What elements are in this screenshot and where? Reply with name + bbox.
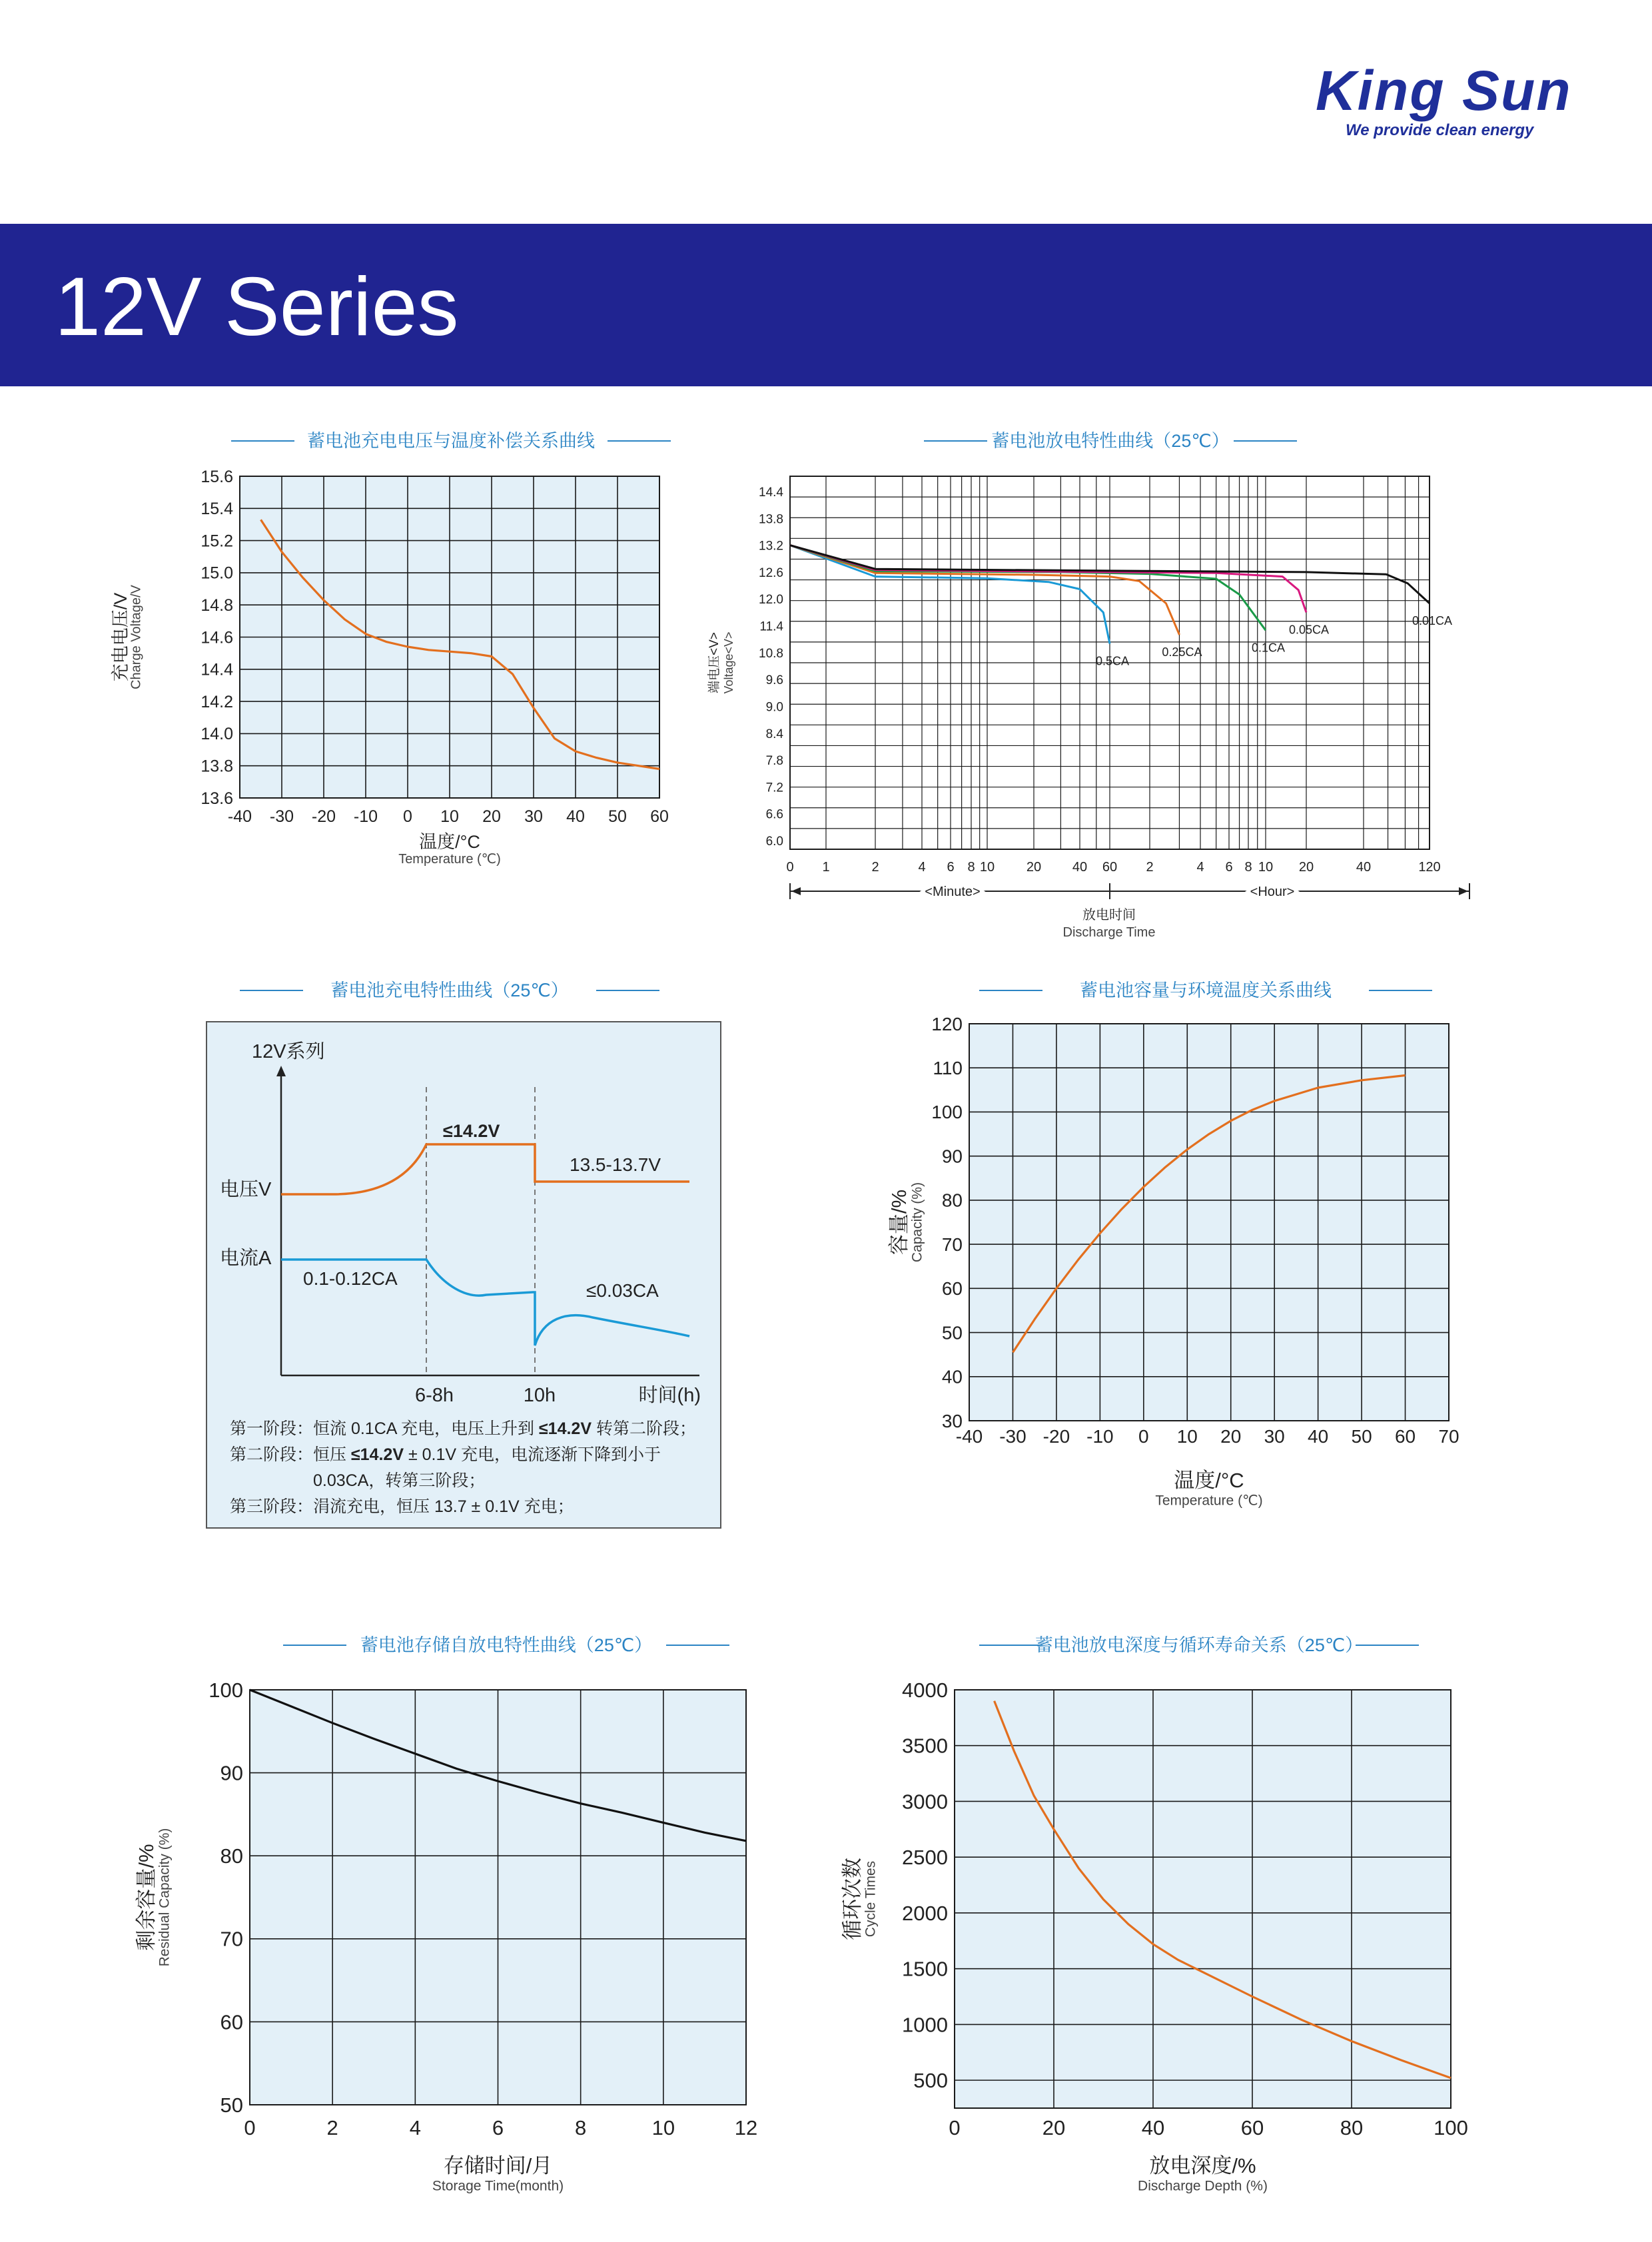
x-axis-label-en: Discharge Depth (%) <box>1138 2178 1268 2194</box>
y-tick-label: 80 <box>941 1190 963 1211</box>
y-tick-label: 15.4 <box>201 500 233 519</box>
logo-brand: King Sun <box>1316 59 1572 122</box>
y-tick-label: 6.0 <box>765 835 783 849</box>
series-label: 0.01CA <box>1412 613 1453 627</box>
x-tick-label: 20 <box>1220 1426 1242 1447</box>
x-tick-label: 30 <box>524 807 543 826</box>
y-tick-label: 15.0 <box>201 563 233 583</box>
x-tick-label: -20 <box>1042 1426 1070 1447</box>
x-tick-label: 12 <box>734 2116 758 2139</box>
y-tick-label: 70 <box>220 1927 243 1951</box>
y-tick-label: 1500 <box>902 1957 948 1981</box>
chart-title: 蓄电池存储自放电特性曲线（25℃） <box>360 1635 653 1655</box>
y-tick-label: 14.4 <box>759 486 783 500</box>
x-tick-label: 2 <box>1146 860 1154 875</box>
y-tick-label: 10.8 <box>759 646 783 661</box>
x-tick-label: 50 <box>608 807 627 826</box>
x-tick-label: 70 <box>1438 1426 1459 1447</box>
time-mark: 10h <box>523 1385 556 1406</box>
x-unit-label: 时间(h) <box>638 1385 701 1406</box>
y-tick-label: 1000 <box>902 2013 948 2037</box>
stage-note-segment: 第三阶段：涓流充电，恒压 13.7 ± 0.1V 充电； <box>230 1497 574 1516</box>
y-axis-label-en: Charge Voltage/V <box>129 585 144 689</box>
stage-note-segment: ≤14.2V <box>350 1445 404 1464</box>
y-tick-label: 110 <box>933 1058 963 1079</box>
stage-note <box>230 1419 696 1438</box>
x-tick-label: 0 <box>1138 1426 1149 1447</box>
x-axis-label-en: Discharge Time <box>1062 925 1156 940</box>
y-tick-label: 9.6 <box>765 673 783 688</box>
capacity-temperature-chart <box>879 959 1479 1545</box>
y-tick-label: 60 <box>941 1278 963 1300</box>
discharge-characteristic-chart <box>706 413 1479 952</box>
stage-note-segment: 第一阶段：恒流 0.1CA 充电，电压上升到 <box>230 1419 539 1438</box>
y-axis-label: 容量/% <box>887 1189 911 1256</box>
page-title: 12V Series <box>55 261 459 353</box>
x-tick-label: 100 <box>1434 2116 1468 2139</box>
series-label: 0.1CA <box>1251 641 1286 655</box>
y-tick-label: 2000 <box>902 1901 948 1925</box>
y-tick-label: 15.6 <box>201 467 233 486</box>
y-tick-label: 90 <box>941 1146 963 1167</box>
y-axis-label-en: Voltage<V> <box>722 631 735 694</box>
x-minute-label: <Minute> <box>925 885 981 899</box>
y-tick-label: 50 <box>220 2093 243 2117</box>
x-tick-label: 40 <box>1308 1426 1329 1447</box>
y-tick-label: 14.4 <box>201 660 233 679</box>
x-tick-label: 8 <box>575 2116 587 2139</box>
x-tick-label: 8 <box>1244 860 1252 875</box>
y-tick-label: 14.0 <box>201 725 233 744</box>
x-tick-label: 8 <box>967 860 975 875</box>
x-tick-label: 30 <box>1264 1426 1285 1447</box>
y-tick-label: 100 <box>931 1102 963 1123</box>
chart-title: 蓄电池放电深度与循环寿命关系（25℃） <box>1034 1635 1364 1655</box>
series-label: 0.05CA <box>1288 623 1330 637</box>
y-tick-label: 7.8 <box>765 754 783 769</box>
y-tick-label: 100 <box>208 1678 243 1702</box>
y-tick-label: 9.0 <box>765 700 783 715</box>
x-tick-label: 60 <box>1240 2116 1264 2139</box>
x-tick-label: 60 <box>1102 860 1118 875</box>
x-tick-label: 120 <box>1418 860 1441 875</box>
x-tick-label: 20 <box>1026 860 1042 875</box>
y-tick-label: 50 <box>941 1322 963 1343</box>
plot-area <box>969 1024 1449 1421</box>
chart-title: 蓄电池放电特性曲线（25℃） <box>991 431 1230 451</box>
title-banner <box>0 224 1652 386</box>
y-tick-label: 60 <box>220 2010 243 2034</box>
stage-note <box>230 1445 661 1464</box>
cycle-life-chart <box>833 1612 1499 2211</box>
y-tick-label: 3500 <box>902 1734 948 1758</box>
y-tick-label: 7.2 <box>765 781 783 795</box>
chart-title: 蓄电池充电电压与温度补偿关系曲线 <box>307 431 595 451</box>
series-label: 0.25CA <box>1162 645 1202 659</box>
stage-note <box>313 1471 485 1490</box>
float-label: 13.5-13.7V <box>570 1154 661 1175</box>
x-tick-label: 0 <box>949 2116 961 2139</box>
y-tick-label: 13.2 <box>759 539 783 554</box>
x-tick-label: 10 <box>1258 860 1274 875</box>
y-tick-label: 12.0 <box>759 593 783 607</box>
chart-title: 蓄电池容量与环境温度关系曲线 <box>1080 980 1332 1000</box>
x-tick-label: 40 <box>1356 860 1372 875</box>
y-axis-label: 充电电压/V <box>111 592 131 682</box>
y-axis-label-en: Residual Capacity (%) <box>157 1828 173 1967</box>
y-tick-label: 500 <box>913 2068 948 2092</box>
x-tick-label: 10 <box>979 860 995 875</box>
y-tick-label: 8.4 <box>765 727 783 741</box>
plot-area <box>955 1690 1451 2108</box>
y-tick-label: 120 <box>931 1013 963 1034</box>
x-tick-label: 80 <box>1340 2116 1364 2139</box>
arrow-head <box>1459 887 1468 895</box>
stage-note-segment: 第二阶段：恒压 <box>230 1445 351 1464</box>
x-axis-label: 放电深度/% <box>1149 2154 1256 2177</box>
x-tick-label: 0 <box>786 860 794 875</box>
x-tick-label: 0 <box>244 2116 256 2139</box>
logo <box>1316 59 1595 145</box>
x-tick-label: -10 <box>1086 1426 1114 1447</box>
temp-compensation-chart <box>100 413 699 893</box>
tail-label: ≤0.03CA <box>586 1280 659 1301</box>
x-tick-label: 20 <box>1298 860 1314 875</box>
x-axis-label: 温度/°C <box>1174 1469 1244 1492</box>
y-tick-label: 12.6 <box>759 565 783 580</box>
series-label: 0.5CA <box>1095 654 1130 668</box>
x-tick-label: -40 <box>955 1426 983 1447</box>
x-tick-label: -40 <box>227 807 252 826</box>
x-tick-label: 0 <box>403 807 412 826</box>
x-tick-label: 40 <box>1072 860 1088 875</box>
y-axis-label-en: Capacity (%) <box>909 1182 925 1263</box>
x-tick-label: 50 <box>1351 1426 1372 1447</box>
voltage-label: 电压V <box>220 1179 272 1200</box>
y-tick-label: 3000 <box>902 1790 948 1814</box>
x-tick-label: 10 <box>651 2116 675 2139</box>
x-tick-label: 6 <box>1225 860 1233 875</box>
x-tick-label: 60 <box>650 807 669 826</box>
stage-note-segment: 转第二阶段； <box>592 1419 696 1438</box>
x-tick-label: 2 <box>871 860 879 875</box>
x-hour-label: <Hour> <box>1250 885 1295 899</box>
y-tick-label: 13.6 <box>201 789 233 808</box>
y-axis-label: 剩余容量/% <box>135 1844 158 1951</box>
x-tick-label: 20 <box>482 807 501 826</box>
x-tick-label: -30 <box>999 1426 1027 1447</box>
x-axis-label-en: Temperature (℃) <box>398 851 501 867</box>
x-tick-label: 6 <box>492 2116 504 2139</box>
y-tick-label: 13.8 <box>201 757 233 776</box>
y-tick-label: 30 <box>941 1410 963 1431</box>
y-tick-label: 40 <box>941 1366 963 1387</box>
y-tick-label: 6.6 <box>765 807 783 822</box>
x-axis-label: 温度/°C <box>419 832 480 852</box>
y-tick-label: 13.8 <box>759 512 783 527</box>
y-tick-label: 80 <box>220 1844 243 1868</box>
y-tick-label: 14.2 <box>201 692 233 711</box>
logo-tagline: We provide clean energy <box>1346 121 1534 139</box>
x-axis-label: 放电时间 <box>1082 908 1136 923</box>
x-tick-label: -20 <box>311 807 336 826</box>
y-tick-label: 2500 <box>902 1846 948 1870</box>
chart-title: 蓄电池充电特性曲线（25℃） <box>330 980 569 1000</box>
stage-note-segment: ≤14.2V <box>538 1419 592 1438</box>
y-axis-label: 端电压<V> <box>707 632 721 693</box>
x-tick-label: 10 <box>1176 1426 1198 1447</box>
x-tick-label: 40 <box>1141 2116 1165 2139</box>
y-tick-label: 14.6 <box>201 628 233 647</box>
y-axis-label: 循环次数 <box>841 1858 864 1940</box>
y-tick-label: 90 <box>220 1761 243 1785</box>
self-discharge-chart <box>133 1612 779 2211</box>
stage-note-segment: ± 0.1V 充电，电流逐渐下降到小于 <box>404 1445 661 1464</box>
x-tick-label: 60 <box>1394 1426 1416 1447</box>
cv-label: ≤14.2V <box>443 1121 500 1141</box>
x-tick-label: 2 <box>326 2116 338 2139</box>
x-tick-label: 1 <box>822 860 830 875</box>
time-mark: 6-8h <box>414 1385 454 1406</box>
y-tick-label: 14.8 <box>201 595 233 615</box>
y-tick-label: 15.2 <box>201 532 233 551</box>
x-tick-label: -30 <box>269 807 294 826</box>
x-tick-label: 40 <box>566 807 585 826</box>
x-tick-label: 10 <box>440 807 459 826</box>
y-axis-label-en: Cycle Times <box>863 1860 879 1938</box>
arrow-head <box>791 887 801 895</box>
y-tick-label: 70 <box>941 1234 963 1255</box>
x-tick-label: -10 <box>353 807 378 826</box>
x-tick-label: 4 <box>1196 860 1204 875</box>
stage-note <box>230 1497 574 1516</box>
x-axis-label-en: Storage Time(month) <box>432 2178 564 2194</box>
y-axis-title: 12V系列 <box>252 1041 325 1062</box>
x-axis-label-en: Temperature (℃) <box>1155 1493 1263 1509</box>
y-tick-label: 4000 <box>902 1678 948 1702</box>
x-tick-label: 4 <box>918 860 926 875</box>
x-axis-label: 存储时间/月 <box>443 2154 553 2177</box>
x-tick-label: 6 <box>947 860 955 875</box>
y-tick-label: 11.4 <box>759 619 783 634</box>
charge-characteristic-chart <box>193 959 746 1545</box>
current-label: 电流A <box>220 1248 272 1269</box>
stage-note-segment: 0.03CA，转第三阶段； <box>313 1471 486 1490</box>
cc-label: 0.1-0.12CA <box>303 1268 398 1289</box>
x-tick-label: 4 <box>409 2116 421 2139</box>
x-tick-label: 20 <box>1042 2116 1066 2139</box>
